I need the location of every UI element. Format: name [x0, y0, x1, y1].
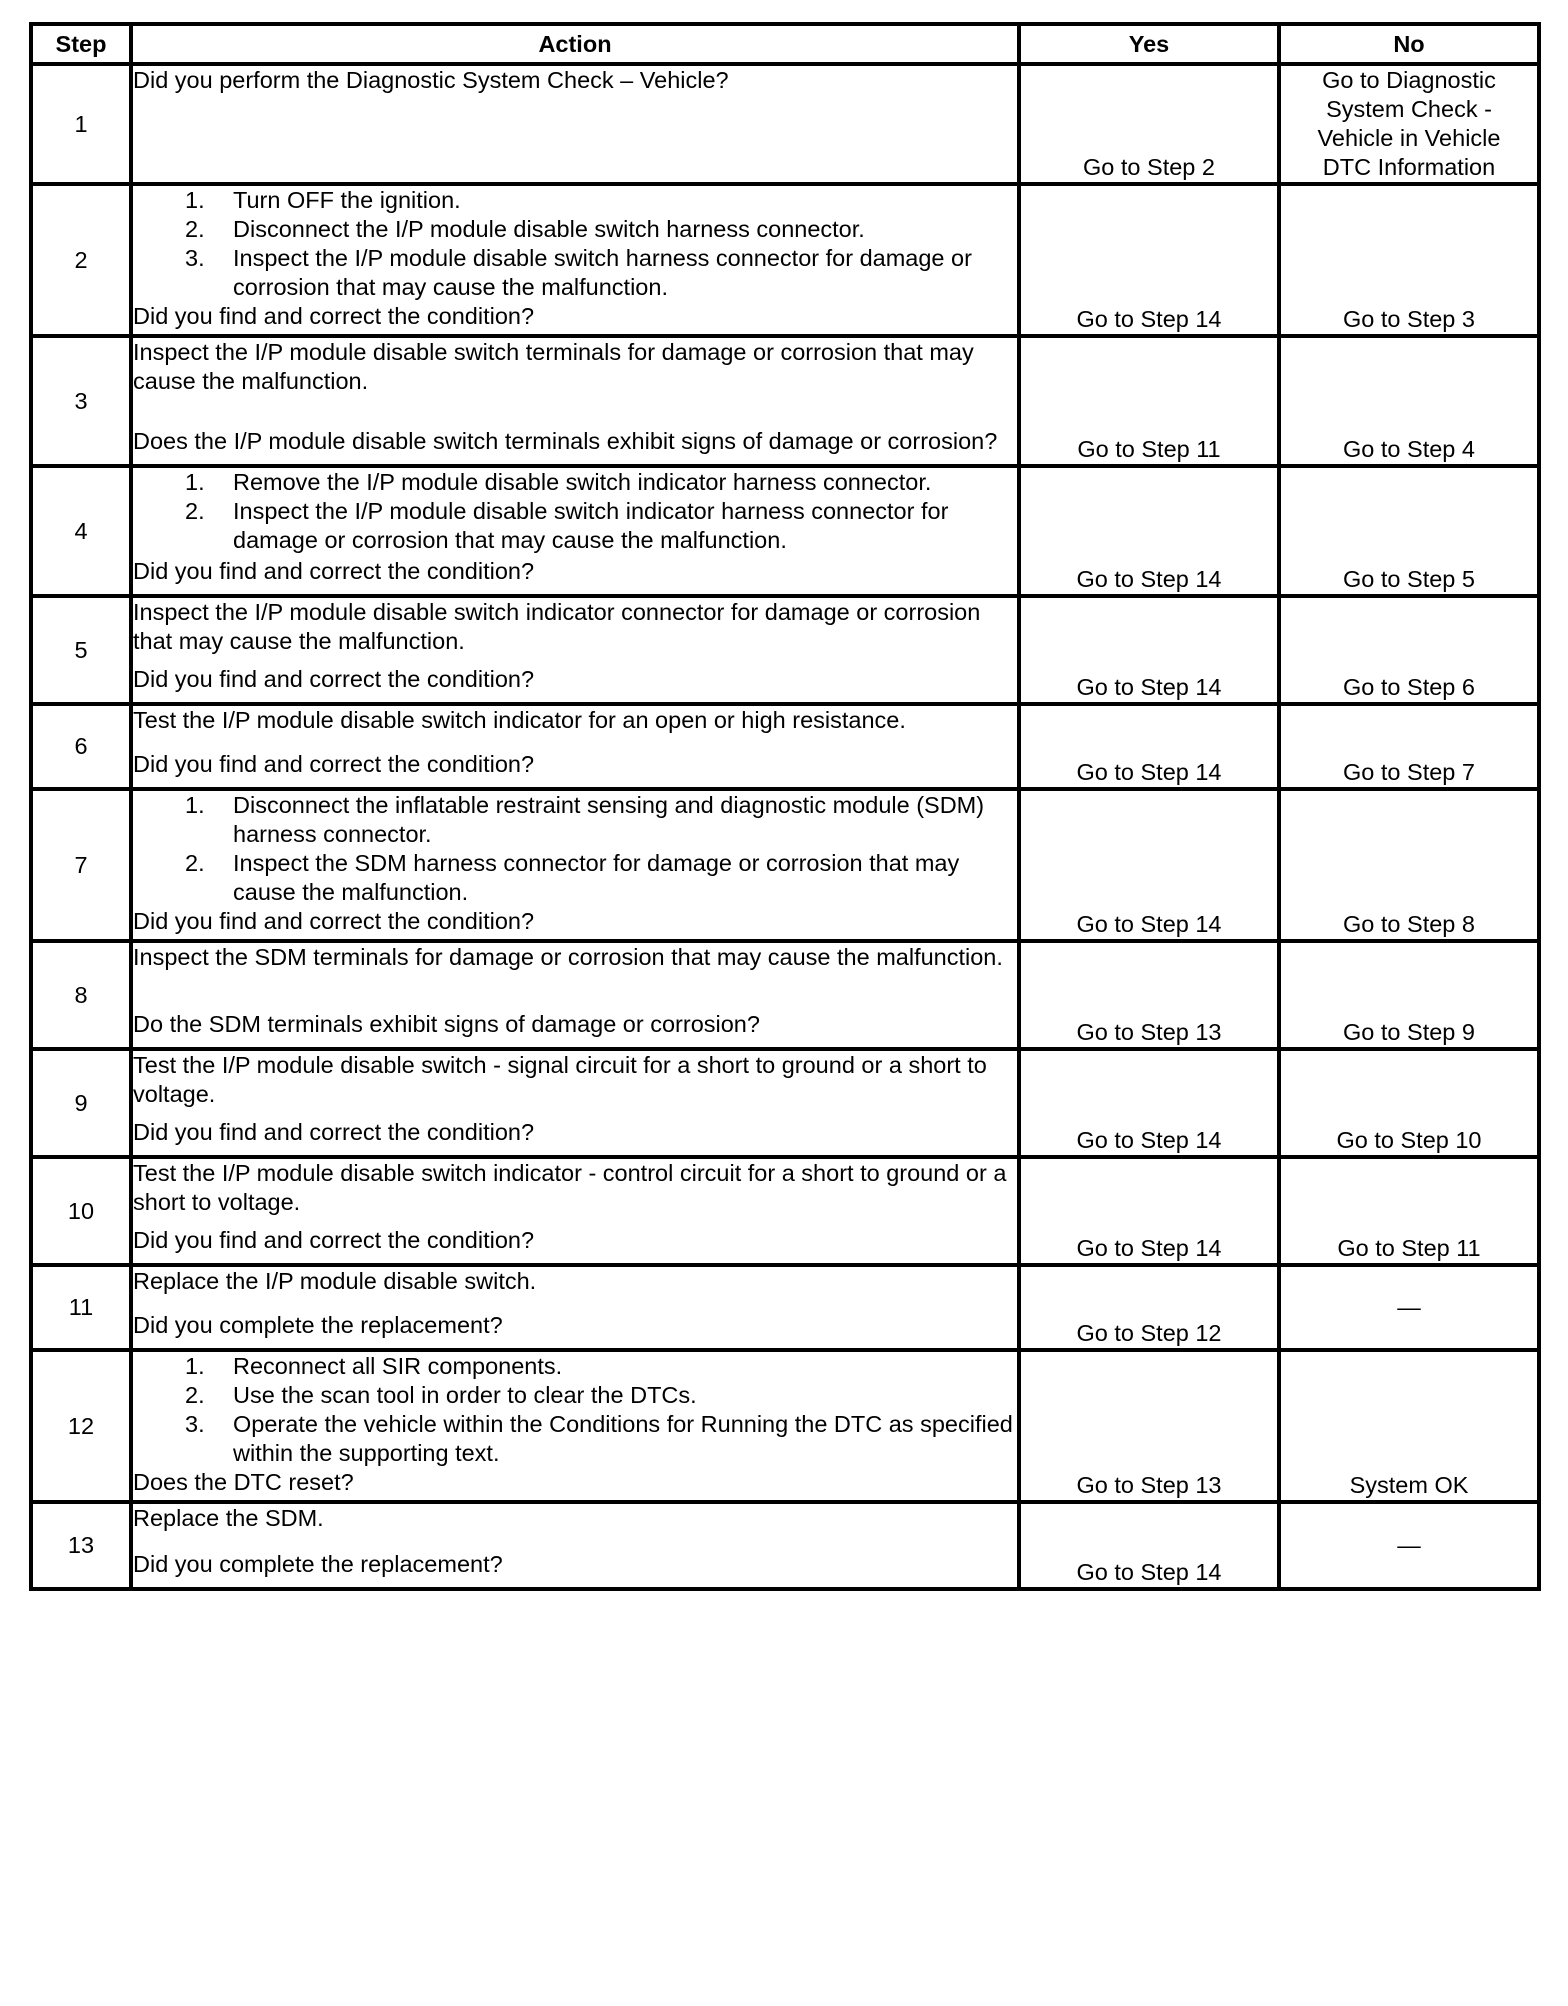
list-item-number: 1.: [185, 1353, 205, 1379]
action-text: Replace the I/P module disable switch.: [133, 1268, 537, 1294]
table-row: [31, 789, 1539, 941]
list-item-text: Operate the vehicle within the Conditions for Running the DTC as specified within the supporting text.: [233, 1411, 1013, 1466]
action-cell: [131, 789, 1019, 941]
action-question: Did you find and correct the condition?: [133, 751, 535, 777]
step-number: 10: [31, 1157, 131, 1265]
list-item: [133, 849, 1017, 907]
step-number: 6: [31, 704, 131, 789]
list-item-number: 1.: [185, 469, 205, 495]
list-item-text: Disconnect the I/P module disable switch harness connector.: [233, 216, 865, 242]
action-question: Did you find and correct the condition?: [133, 1227, 535, 1253]
step-number: 1: [31, 64, 131, 184]
step-number: 13: [31, 1502, 131, 1589]
table-row: [31, 1502, 1539, 1589]
list-item-number: 3.: [185, 245, 205, 271]
no-result: Go to Step 8: [1279, 789, 1539, 941]
no-result: Go to Step 4: [1279, 336, 1539, 466]
action-cell: [131, 1502, 1019, 1589]
no-result: Go to Diagnostic System Check - Vehicle in Vehicle DTC Information: [1279, 64, 1539, 184]
no-result: Go to Step 3: [1279, 184, 1539, 336]
action-question: Did you find and correct the condition?: [133, 908, 535, 934]
yes-result: Go to Step 14: [1019, 1502, 1279, 1589]
list-item: [133, 791, 1017, 849]
action-text: Inspect the SDM terminals for damage or corrosion that may cause the malfunction.: [133, 944, 1003, 970]
table-row: [31, 64, 1539, 184]
list-item-number: 3.: [185, 1411, 205, 1437]
action-question: Did you complete the replacement?: [133, 1551, 503, 1577]
step-number: 8: [31, 941, 131, 1049]
action-question: Does the I/P module disable switch terminals exhibit signs of damage or corrosion?: [133, 428, 998, 454]
action-text: Replace the SDM.: [133, 1505, 324, 1531]
step-number: 9: [31, 1049, 131, 1157]
yes-result: Go to Step 14: [1019, 184, 1279, 336]
action-question: Do the SDM terminals exhibit signs of damage or corrosion?: [133, 1011, 760, 1037]
no-result: Go to Step 6: [1279, 596, 1539, 704]
action-cell: [131, 64, 1019, 184]
no-result: Go to Step 9: [1279, 941, 1539, 1049]
list-item-number: 1.: [185, 187, 205, 213]
list-item-text: Inspect the SDM harness connector for damage or corrosion that may cause the malfunction.: [233, 850, 960, 905]
header-action: Action: [131, 24, 1019, 64]
yes-result: Go to Step 2: [1019, 64, 1279, 184]
action-list: [133, 186, 1017, 302]
list-item: [133, 1381, 1017, 1410]
list-item: [133, 497, 1017, 555]
no-result: Go to Step 11: [1279, 1157, 1539, 1265]
no-result: System OK: [1279, 1350, 1539, 1502]
list-item-number: 2.: [185, 850, 205, 876]
action-cell: [131, 336, 1019, 466]
step-number: 5: [31, 596, 131, 704]
action-cell: [131, 1265, 1019, 1350]
action-text: Test the I/P module disable switch indicator for an open or high resistance.: [133, 707, 906, 733]
action-question: Did you find and correct the condition?: [133, 303, 535, 329]
table-row: [31, 1350, 1539, 1502]
step-number: 11: [31, 1265, 131, 1350]
table-row: [31, 596, 1539, 704]
action-question: Did you find and correct the condition?: [133, 666, 535, 692]
action-cell: [131, 1157, 1019, 1265]
no-result: Go to Step 5: [1279, 466, 1539, 596]
action-list: [133, 1352, 1017, 1468]
yes-result: Go to Step 12: [1019, 1265, 1279, 1350]
yes-result: Go to Step 14: [1019, 596, 1279, 704]
step-number: 3: [31, 336, 131, 466]
action-question: Did you find and correct the condition?: [133, 1119, 535, 1145]
action-text: Inspect the I/P module disable switch terminals for damage or corrosion that may cause the malfunction.: [133, 339, 974, 394]
action-cell: [131, 184, 1019, 336]
step-number: 4: [31, 466, 131, 596]
table-row: [31, 1265, 1539, 1350]
table-row: [31, 466, 1539, 596]
header-yes: Yes: [1019, 24, 1279, 64]
yes-result: Go to Step 14: [1019, 789, 1279, 941]
list-item: [133, 468, 1017, 497]
step-number: 12: [31, 1350, 131, 1502]
yes-result: Go to Step 14: [1019, 1049, 1279, 1157]
list-item-text: Use the scan tool in order to clear the DTCs.: [233, 1382, 697, 1408]
list-item-text: Disconnect the inflatable restraint sensing and diagnostic module (SDM) harness connector.: [233, 792, 985, 847]
no-result: —: [1279, 1265, 1539, 1350]
yes-result: Go to Step 14: [1019, 1157, 1279, 1265]
yes-result: Go to Step 14: [1019, 466, 1279, 596]
table-row: [31, 704, 1539, 789]
no-result: —: [1279, 1502, 1539, 1589]
list-item-text: Turn OFF the ignition.: [233, 187, 461, 213]
action-cell: [131, 704, 1019, 789]
action-list: [133, 791, 1017, 907]
action-question: Did you complete the replacement?: [133, 1312, 503, 1338]
header-row: [31, 24, 1539, 64]
list-item: [133, 1410, 1017, 1468]
list-item-text: Inspect the I/P module disable switch harness connector for damage or corrosion that may cause the malfunction.: [233, 245, 972, 300]
yes-result: Go to Step 11: [1019, 336, 1279, 466]
action-text: Test the I/P module disable switch - signal circuit for a short to ground or a short to voltage.: [133, 1052, 987, 1107]
action-cell: [131, 466, 1019, 596]
list-item-number: 2.: [185, 498, 205, 524]
step-number: 2: [31, 184, 131, 336]
table-row: [31, 1157, 1539, 1265]
table-row: [31, 1049, 1539, 1157]
list-item: [133, 186, 1017, 215]
list-item-text: Reconnect all SIR components.: [233, 1353, 563, 1379]
action-cell: [131, 1049, 1019, 1157]
yes-result: Go to Step 13: [1019, 941, 1279, 1049]
action-text: Inspect the I/P module disable switch indicator connector for damage or corrosion that may cause the malfunction.: [133, 599, 981, 654]
header-no: No: [1279, 24, 1539, 64]
table-row: [31, 336, 1539, 466]
yes-result: Go to Step 14: [1019, 704, 1279, 789]
no-result: Go to Step 10: [1279, 1049, 1539, 1157]
action-text: Test the I/P module disable switch indicator - control circuit for a short to ground or a short to voltage.: [133, 1160, 1007, 1215]
action-list: [133, 468, 1017, 555]
action-cell: [131, 1350, 1019, 1502]
header-step: Step: [31, 24, 131, 64]
table-row: [31, 184, 1539, 336]
action-cell: [131, 596, 1019, 704]
action-text: Did you perform the Diagnostic System Check – Vehicle?: [133, 67, 729, 93]
list-item-text: Inspect the I/P module disable switch indicator harness connector for damage or corrosion that may cause the malfunction.: [233, 498, 949, 553]
list-item-text: Remove the I/P module disable switch indicator harness connector.: [233, 469, 932, 495]
action-question: Did you find and correct the condition?: [133, 558, 535, 584]
action-question: Does the DTC reset?: [133, 1469, 354, 1495]
list-item-number: 2.: [185, 216, 205, 242]
list-item-number: 1.: [185, 792, 205, 818]
diagnostic-table: [29, 22, 1541, 1591]
list-item: [133, 215, 1017, 244]
table-row: [31, 941, 1539, 1049]
list-item: [133, 1352, 1017, 1381]
action-cell: [131, 941, 1019, 1049]
step-number: 7: [31, 789, 131, 941]
list-item: [133, 244, 1017, 302]
yes-result: Go to Step 13: [1019, 1350, 1279, 1502]
list-item-number: 2.: [185, 1382, 205, 1408]
no-result: Go to Step 7: [1279, 704, 1539, 789]
